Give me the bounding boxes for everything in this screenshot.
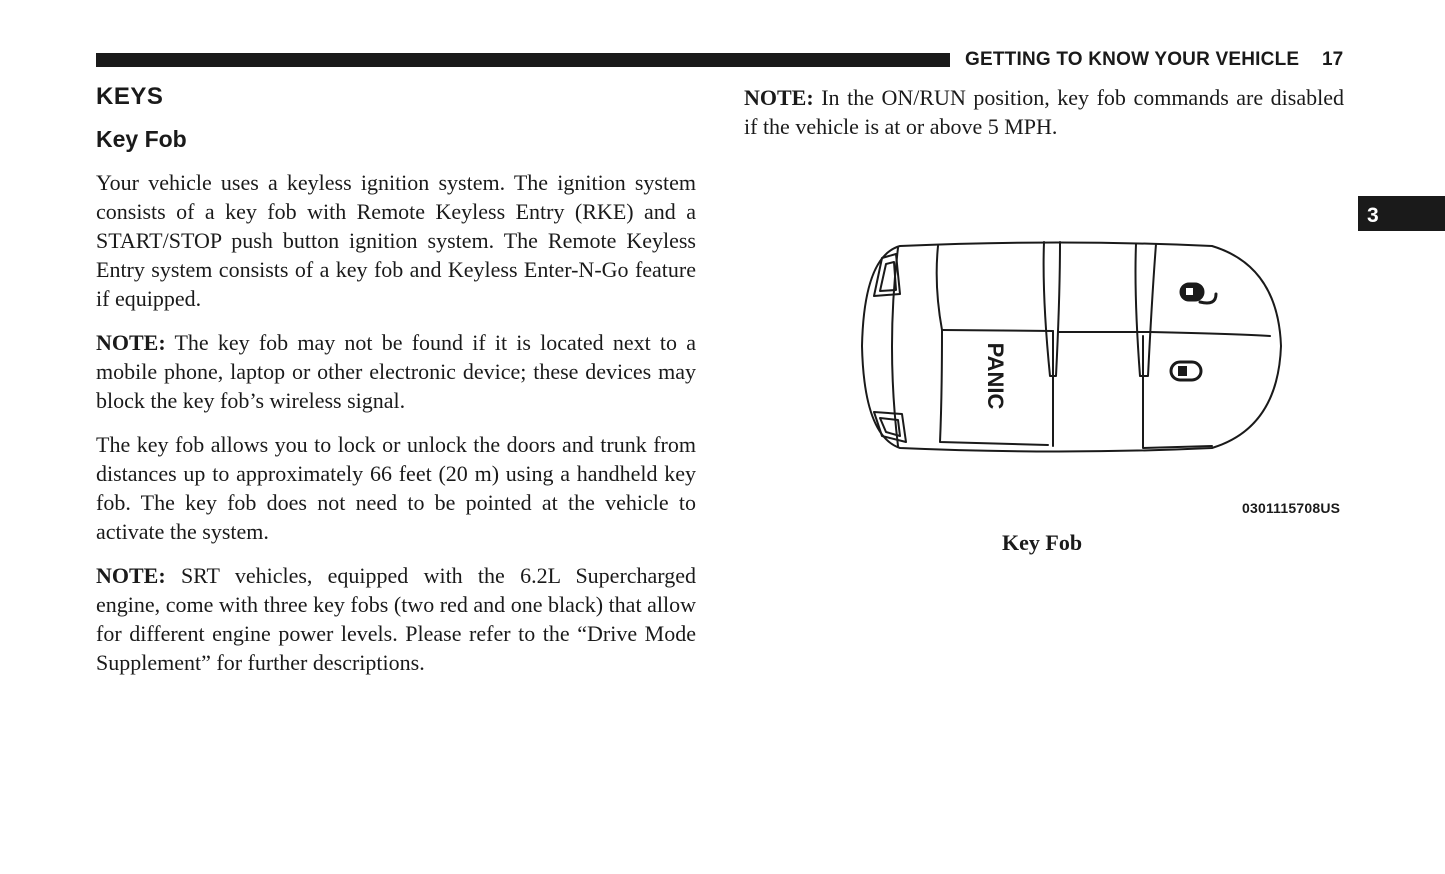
range-paragraph: The key fob allows you to lock or unlock the doors and trunk from distances up to approximately 66 feet (20 m) using a handheld key fob. The key fob does not need to be pointed at the vehicle to activate the system. [96,432,696,544]
subsection-title: Key Fob [96,126,187,152]
note-text: SRT vehicles, equipped with the 6.2L Supercharged engine, come with three key fobs (two red and one black) that allow for different engine power levels. Please refer to the “Drive Mode Supplement” for further descriptions. [96,563,696,675]
note-text: In the ON/RUN position, key fob commands are disabled if the vehicle is at or above 5 MPH. [744,85,1344,139]
note-paragraph-2 [96,561,696,677]
intro-paragraph: Your vehicle uses a keyless ignition system. The ignition system consists of a key fob with Remote Keyless Entry (RKE) and a START/STOP push button ignition system. The Remote Keyless Entry system consists of a key fob and Keyless Enter-N-Go feature if equipped. [96,170,696,311]
page-number: 17 [1322,49,1344,70]
unlock-icon [1181,284,1216,303]
note-paragraph-1 [96,328,696,415]
header-bar [96,53,950,67]
key-fob-bottom-notch [874,412,906,442]
lock-icon [1171,362,1201,380]
key-fob-illustration [860,236,1284,456]
figure-caption: Key Fob [1002,530,1083,555]
note-label: NOTE: [744,85,814,110]
section-title: KEYS [96,83,164,110]
note-text: The key fob may not be found if it is located next to a mobile phone, laptop or other electronic device; these devices may block the key fob’s wireless signal. [96,330,696,413]
left-column [96,83,696,677]
note-paragraph-3 [744,83,1344,141]
note-label: NOTE: [96,330,166,355]
chapter-tab: 3 [1358,196,1445,231]
right-column [744,83,1344,141]
running-header: GETTING TO KNOW YOUR VEHICLE [965,49,1300,70]
note-label: NOTE: [96,563,166,588]
figure-code: 0301115708US [1242,500,1341,516]
key-fob-body [862,243,1281,452]
panic-label: PANIC [983,342,1009,410]
